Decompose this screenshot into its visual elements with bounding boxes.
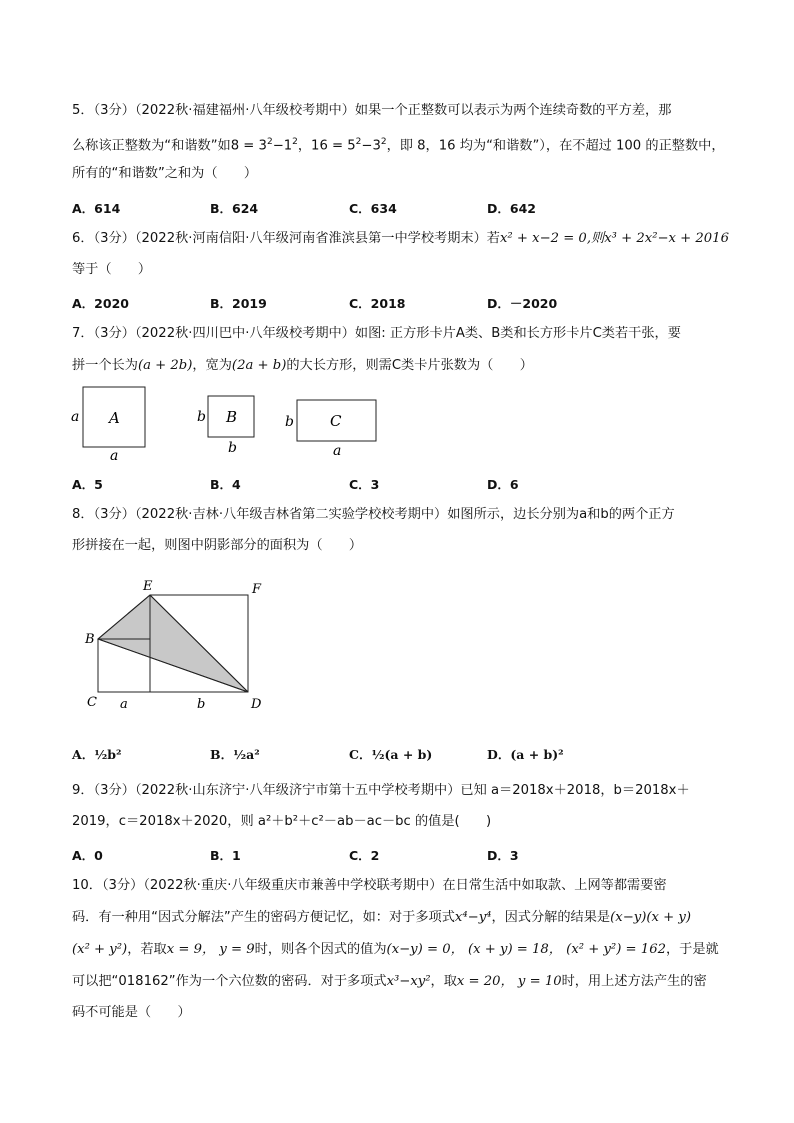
point-b-label: B	[85, 632, 95, 647]
q8-option-c[interactable]: C．½(a + b)	[349, 747, 433, 762]
q5-line-2	[72, 133, 725, 155]
q5-option-b[interactable]: B．624	[210, 201, 259, 216]
q7-math: (a + 2b)	[137, 358, 193, 373]
shaded-triangle	[98, 595, 248, 692]
q9-line-1: 9．（3分）（2022秋·山东济宁·八年级济宁市第十五中学校考期中）已知 a＝2018x＋2018，b＝2018x＋	[72, 783, 690, 798]
q10-text: ，若取	[127, 942, 167, 957]
q10-line-3	[72, 941, 719, 959]
card-b-side-label: b	[197, 409, 206, 425]
q7-option-a[interactable]: A．5	[72, 477, 103, 492]
point-f-label: F	[252, 582, 262, 597]
q10-math: (x−y) = 0， (x + y) = 18， (x² + y²) = 162	[386, 942, 666, 957]
q7-option-d[interactable]: D．6	[487, 477, 519, 492]
q7-line-1: 7．（3分）（2022秋·四川巴中·八年级校考期中）如图: 正方形卡片A类、B类和长方形卡片C类若干张，要	[72, 326, 681, 341]
q10-text: 时，用上述方法产生的密	[561, 974, 707, 989]
q10-text: 时，则各个因式的值为	[254, 942, 387, 957]
q10-line-5: 码不可能是（ ）	[72, 1005, 191, 1020]
q8-line-2: 形拼接在一起，则图中阴影部分的面积为（ ）	[72, 538, 363, 553]
q6-option-a[interactable]: A．2020	[72, 296, 129, 311]
card-c-bottom-label: a	[333, 443, 342, 459]
q9-option-c[interactable]: C．2	[349, 848, 380, 863]
q5-line-3: 所有的“和谐数”之和为（ ）	[72, 166, 258, 181]
q10-line-2	[72, 909, 691, 927]
q10-line-1: 10．（3分）（2022秋·重庆·八年级重庆市兼善中学校联考期中）在日常生活中如取款、上网等都需要密	[72, 878, 667, 893]
q10-math: x³−xy²	[386, 974, 431, 989]
q10-text: ，取	[430, 974, 457, 989]
q8-squares-figure	[80, 574, 280, 714]
card-c-label: C	[330, 412, 342, 430]
q5-text: −3	[361, 138, 381, 154]
q6-line-2: 等于（ ）	[72, 262, 152, 277]
q6-option-d[interactable]: D．－2020	[487, 296, 558, 311]
sup: 2	[355, 137, 362, 147]
q9-option-d[interactable]: D．3	[487, 848, 519, 863]
q10-math: x⁴−y⁴	[454, 910, 492, 925]
q7-math: (2a + b)	[231, 358, 287, 373]
q6-option-b[interactable]: B．2019	[210, 296, 267, 311]
q9-option-b[interactable]: B．1	[210, 848, 241, 863]
point-e-label: E	[143, 579, 153, 594]
sup: 2	[292, 137, 298, 147]
q10-math: x = 9， y = 9	[166, 942, 255, 957]
q10-text: 码．有一种用“因式分解法”产生的密码方便记忆，如：对于多项式	[72, 910, 455, 925]
point-c-label: C	[87, 695, 97, 710]
q10-text: ，因式分解的结果是	[491, 910, 611, 925]
q10-line-4	[72, 973, 707, 991]
point-d-label: D	[251, 697, 262, 712]
q6-text: 6．（3分）（2022秋·河南信阳·八年级河南省淮滨县第一中学校考期末）若	[72, 231, 500, 246]
sup: 2	[266, 137, 273, 147]
q6-option-c[interactable]: C．2018	[349, 296, 406, 311]
q8-line-1: 8．（3分）（2022秋·吉林·八年级吉林省第二实验学校校考期中）如图所示，边长分别为a和b的两个正方	[72, 507, 675, 522]
q8-option-b[interactable]: B．½a²	[210, 747, 260, 762]
q5-option-a[interactable]: A．614	[72, 201, 121, 216]
q9-line-2: 2019，c＝2018x＋2020，则 a²＋b²＋c²－ab－ac－bc 的值是( )	[72, 814, 492, 829]
q5-text: ，即 8，16 均为“和谐数”），在不超过 100 的正整数中，	[386, 138, 725, 154]
q5-text: 么称该正整数为“和谐数”如8 = 3	[72, 138, 267, 154]
q10-text: 可以把“018162”作为一个六位数的密码．对于多项式	[72, 974, 387, 989]
side-b-label: b	[197, 697, 206, 712]
card-b-label: B	[226, 408, 238, 426]
side-a-label: a	[120, 697, 128, 712]
q5-option-c[interactable]: C．634	[349, 201, 397, 216]
q7-line-2	[72, 357, 533, 375]
q10-text: ，于是就	[665, 942, 719, 957]
q5-option-d[interactable]: D．642	[487, 201, 536, 216]
q10-math: (x−y)(x + y)	[610, 910, 691, 925]
q8-option-d[interactable]: D．(a + b)²	[487, 747, 564, 762]
card-a-side-label: a	[71, 409, 80, 425]
q7-cards-figure	[66, 382, 386, 464]
q10-math: (x² + y²)	[72, 942, 128, 957]
q6-math: x² + x−2 = 0,则x³ + 2x²−x + 2016	[499, 231, 729, 246]
q5-text: −1	[272, 138, 293, 154]
q10-math: x = 20， y = 10	[456, 974, 562, 989]
sup: 2	[380, 137, 387, 147]
q9-option-a[interactable]: A．0	[72, 848, 103, 863]
q7-option-c[interactable]: C．3	[349, 477, 380, 492]
q5-text: ，16 = 5	[297, 138, 356, 154]
card-b-bottom-label: b	[228, 440, 237, 456]
q5-line-1: 5．（3分）（2022秋·福建福州·八年级校考期中）如果一个正整数可以表示为两个连续奇数的平方差，那	[72, 103, 672, 118]
q7-text: 拼一个长为	[72, 358, 138, 373]
q7-text: 的大长方形，则需C类卡片张数为（ ）	[286, 358, 533, 373]
card-c-side-label: b	[285, 414, 294, 430]
q7-option-b[interactable]: B．4	[210, 477, 241, 492]
q8-option-a[interactable]: A．½b²	[72, 747, 122, 762]
card-a-bottom-label: a	[110, 448, 119, 464]
q6-line-1	[72, 230, 729, 248]
q7-text: ，宽为	[192, 358, 232, 373]
card-a-label: A	[109, 409, 120, 427]
